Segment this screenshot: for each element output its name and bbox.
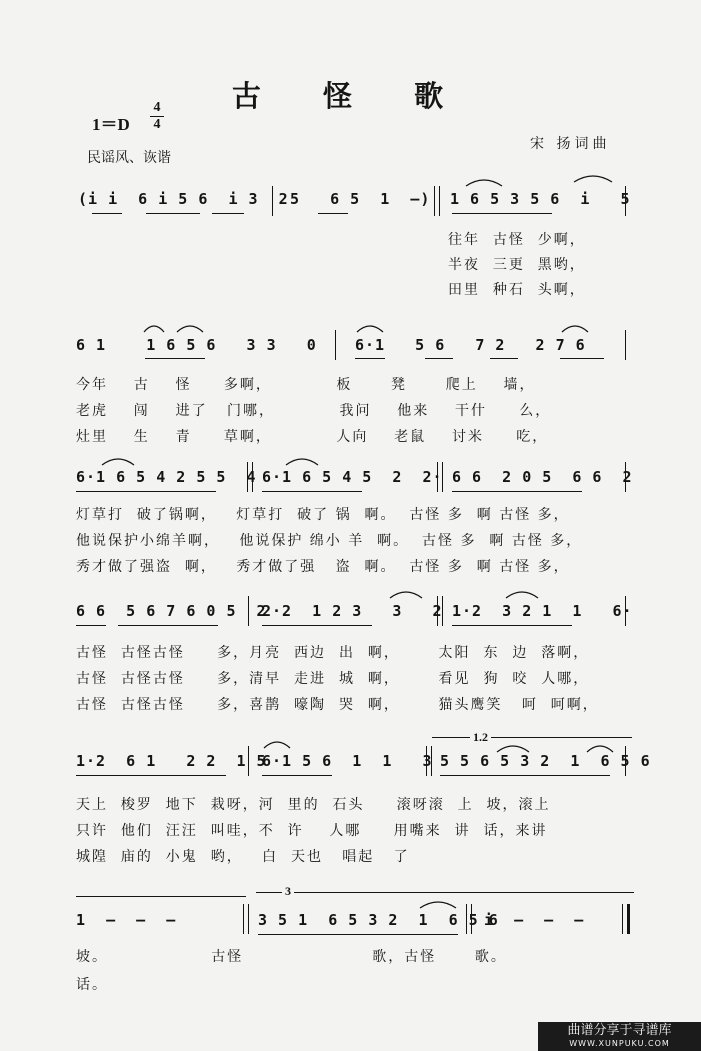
lyric-line: 天上 梭罗 地下 栽呀，河 里的 石头 滚呀滚 上 坡，滚上	[76, 797, 551, 813]
repeat-barline	[243, 904, 249, 934]
notation-measure: 6 6 5 6 7 6 0 5 2	[76, 602, 267, 620]
volta-label: 3	[282, 884, 294, 899]
notation-measure: i — — —	[484, 911, 585, 929]
notation-measure: 1 — — —	[76, 911, 177, 929]
lyric-line: 古怪 古怪古怪 多，清早 走进 城 啊， 看见 狗 咬 人哪，	[76, 671, 590, 687]
notation-measure: 6·1 6 5 4 2 5 5 4	[76, 468, 257, 486]
composer-credit: 宋 扬词曲	[530, 136, 611, 152]
key-signature: 1＝D	[92, 115, 130, 134]
notation-measure: 6·1 6 5 4 5 2 2·	[262, 468, 443, 486]
notation-measure: 1·2 3 2 1 1 6·	[452, 602, 633, 620]
lyric-line: 坡。 古怪 歌，古怪 歌。	[76, 949, 507, 965]
lyric-line: 秀才做了强盗 啊， 秀才做了强 盗 啊。 古怪 多 啊 古怪 多，	[76, 559, 570, 575]
lyric-line: 灶里 生 青 草啊， 人向 老鼠 讨米 吃，	[76, 429, 549, 445]
notation-measure: 5 6 5 1 —)	[290, 190, 431, 208]
notation-measure: 6·1 5 6 7 2 2 7 6	[355, 336, 586, 354]
notation-measure: 6·1 5 6 1 1 3	[262, 752, 433, 770]
notation-measure: 3 5 1 6 5 3 2 1 6 5 6	[258, 911, 499, 929]
lyric-line: 往年 古怪 少啊，	[448, 232, 586, 248]
underline-beam	[258, 934, 458, 935]
song-title: 古 怪 歌	[231, 79, 470, 113]
style-note: 民谣风、诙谐	[87, 150, 171, 166]
lyric-line: 古怪 古怪古怪 多，喜鹊 嚎陶 哭 啊， 猫头鹰笑 呵 呵啊，	[76, 697, 599, 713]
notation-measure: 1 6 5 3 5 6 i 5	[450, 190, 631, 208]
slur-mark	[418, 898, 458, 910]
lyric-line: 半夜 三更 黑哟，	[448, 257, 586, 273]
notation-measure: 2·2 1 2 3 3 2	[262, 602, 443, 620]
lyric-line: 老虎 闯 进了 门哪， 我问 他来 干什 么，	[76, 403, 552, 419]
watermark-line-1: 曲谱分享于寻谱库	[567, 1023, 672, 1038]
lyric-line: 古怪 古怪古怪 多，月亮 西边 出 啊， 太阳 东 边 落啊，	[76, 645, 590, 661]
volta-bracket	[76, 896, 246, 897]
notation-measure: 6 1 1 6 5 6 3 3 0	[76, 336, 317, 354]
watermark-line-2: WWW.XUNPUKU.COM	[569, 1039, 670, 1048]
meter-top: 4	[153, 100, 161, 115]
lyric-line: 只许 他们 汪汪 叫哇，不 许 人哪 用嘴来 讲 话，来讲	[76, 823, 548, 839]
meter-bottom: 4	[153, 117, 161, 132]
notation-measure: (i i 6 i 5 6 i 3 2	[78, 190, 289, 208]
site-watermark	[538, 1022, 701, 1051]
notation-measure: 1·2 6 1 2 2 1 5	[76, 752, 267, 770]
lyric-line: 他说保护小绵羊啊， 他说保护 绵小 羊 啊。 古怪 多 啊 古怪 多，	[76, 533, 583, 549]
lyric-line: 话。	[76, 977, 108, 993]
repeat-barline	[466, 904, 472, 934]
notation-measure: 6 6 2 0 5 6 6 2	[452, 468, 633, 486]
volta-label: 1.2	[470, 730, 491, 745]
lyric-line: 田里 种石 头啊，	[448, 282, 586, 298]
lyric-line: 灯草打 破了锅啊， 灯草打 破了 锅 啊。 古怪 多 啊 古怪 多，	[76, 507, 570, 523]
lyric-line: 今年 古 怪 多啊， 板 凳 爬上 墙，	[76, 377, 536, 393]
notation-measure: 5 5 6 5 3 2 1 6 5 6	[440, 752, 651, 770]
final-barline	[622, 904, 630, 934]
lyric-line: 城隍 庙的 小鬼 哟， 白 天也 唱起 了	[76, 849, 410, 865]
